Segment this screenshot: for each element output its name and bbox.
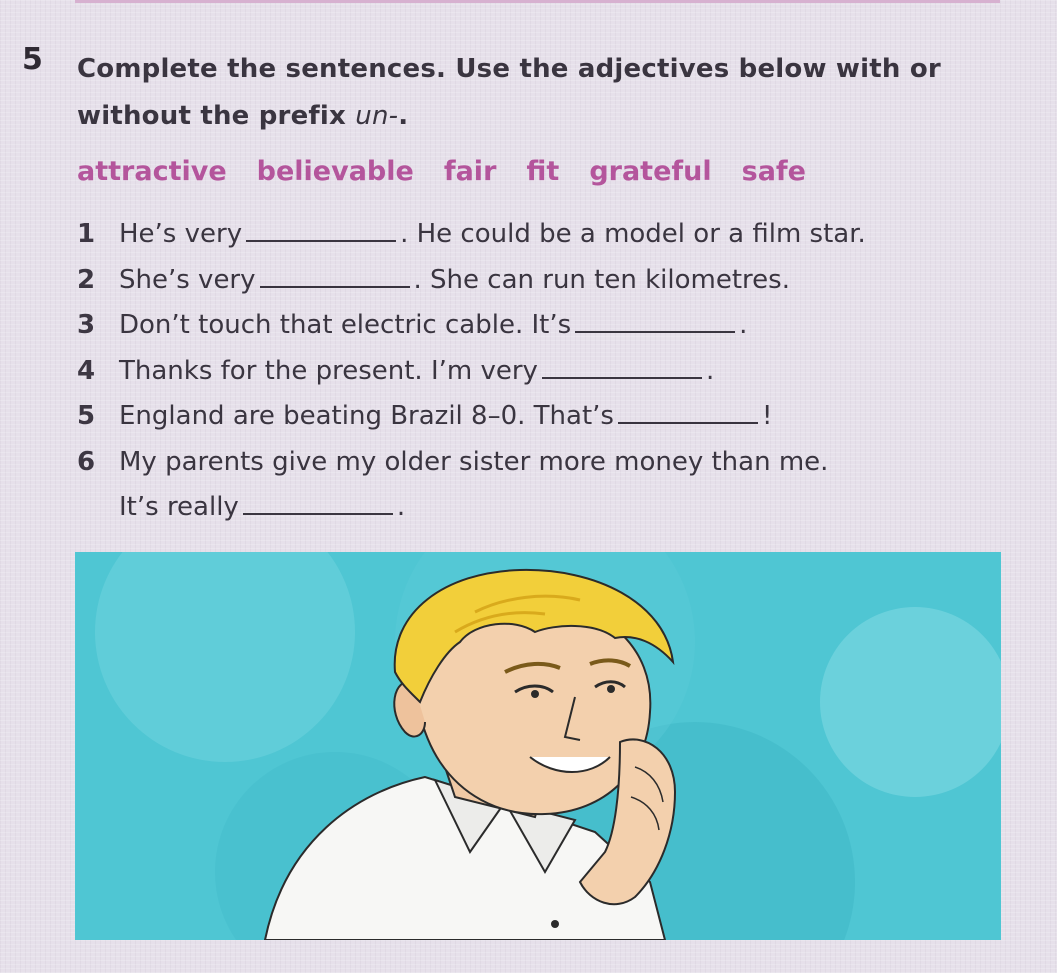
answer-blank[interactable] xyxy=(542,376,702,379)
sentence-text-after: . xyxy=(396,492,406,522)
sentence-text-before: It’s really xyxy=(119,492,239,522)
instruction-prefix: un- xyxy=(355,101,399,131)
sentence-text-after: . He could be a model or a film star. xyxy=(400,219,866,249)
sentence-number: 3 xyxy=(77,310,96,340)
top-divider xyxy=(75,0,1000,3)
sentence-number: 1 xyxy=(77,219,96,249)
word-box-item: fit xyxy=(526,156,560,187)
sentence-item xyxy=(77,349,1007,395)
smiling-man-illustration xyxy=(75,552,1001,940)
sentence-text-after: ! xyxy=(761,401,773,431)
exercise-instruction xyxy=(77,46,1007,140)
answer-blank[interactable] xyxy=(260,285,410,288)
answer-blank[interactable] xyxy=(575,330,735,333)
sentence-list xyxy=(77,212,1007,531)
answer-blank[interactable] xyxy=(246,239,396,242)
instruction-end: . xyxy=(398,101,409,131)
sentence-text-before: England are beating Brazil 8–0. That’s xyxy=(119,401,614,431)
word-box xyxy=(77,156,806,187)
illustration-panel xyxy=(75,552,1001,940)
answer-blank[interactable] xyxy=(618,421,758,424)
sentence-text-before: Don’t touch that electric cable. It’s xyxy=(119,310,572,340)
sentence-text-after: . She can run ten kilometres. xyxy=(413,264,790,295)
answer-blank[interactable] xyxy=(243,512,393,515)
word-box-item: grateful xyxy=(589,156,712,187)
sentence-number: 2 xyxy=(77,264,96,295)
word-box-item: safe xyxy=(741,156,806,187)
sentence-item xyxy=(77,303,1007,349)
sentence-item xyxy=(77,212,1007,258)
sentence-text-after: . xyxy=(739,310,748,340)
sentence-number: 5 xyxy=(77,401,96,431)
sentence-continuation xyxy=(77,485,1007,531)
instruction-text: Complete the sentences. Use the adjectives below with or without the prefix xyxy=(77,54,941,131)
sentence-text-before: She’s very xyxy=(119,264,256,295)
word-box-item: fair xyxy=(443,156,497,187)
sentence-item xyxy=(77,440,1007,486)
word-box-item: believable xyxy=(256,156,414,187)
sentence-text-before: My parents give my older sister more money than me. xyxy=(119,446,829,477)
sentence-text-after: . xyxy=(705,355,715,386)
sentence-text-before: He’s very xyxy=(119,219,243,249)
exercise-number: 5 xyxy=(22,42,43,77)
sentence-number: 6 xyxy=(77,446,96,477)
word-box-item: attractive xyxy=(77,156,227,187)
sentence-number: 4 xyxy=(77,355,96,386)
sentence-item xyxy=(77,258,1007,304)
sentence-item xyxy=(77,394,1007,440)
sentence-text-before: Thanks for the present. I’m very xyxy=(119,355,538,386)
